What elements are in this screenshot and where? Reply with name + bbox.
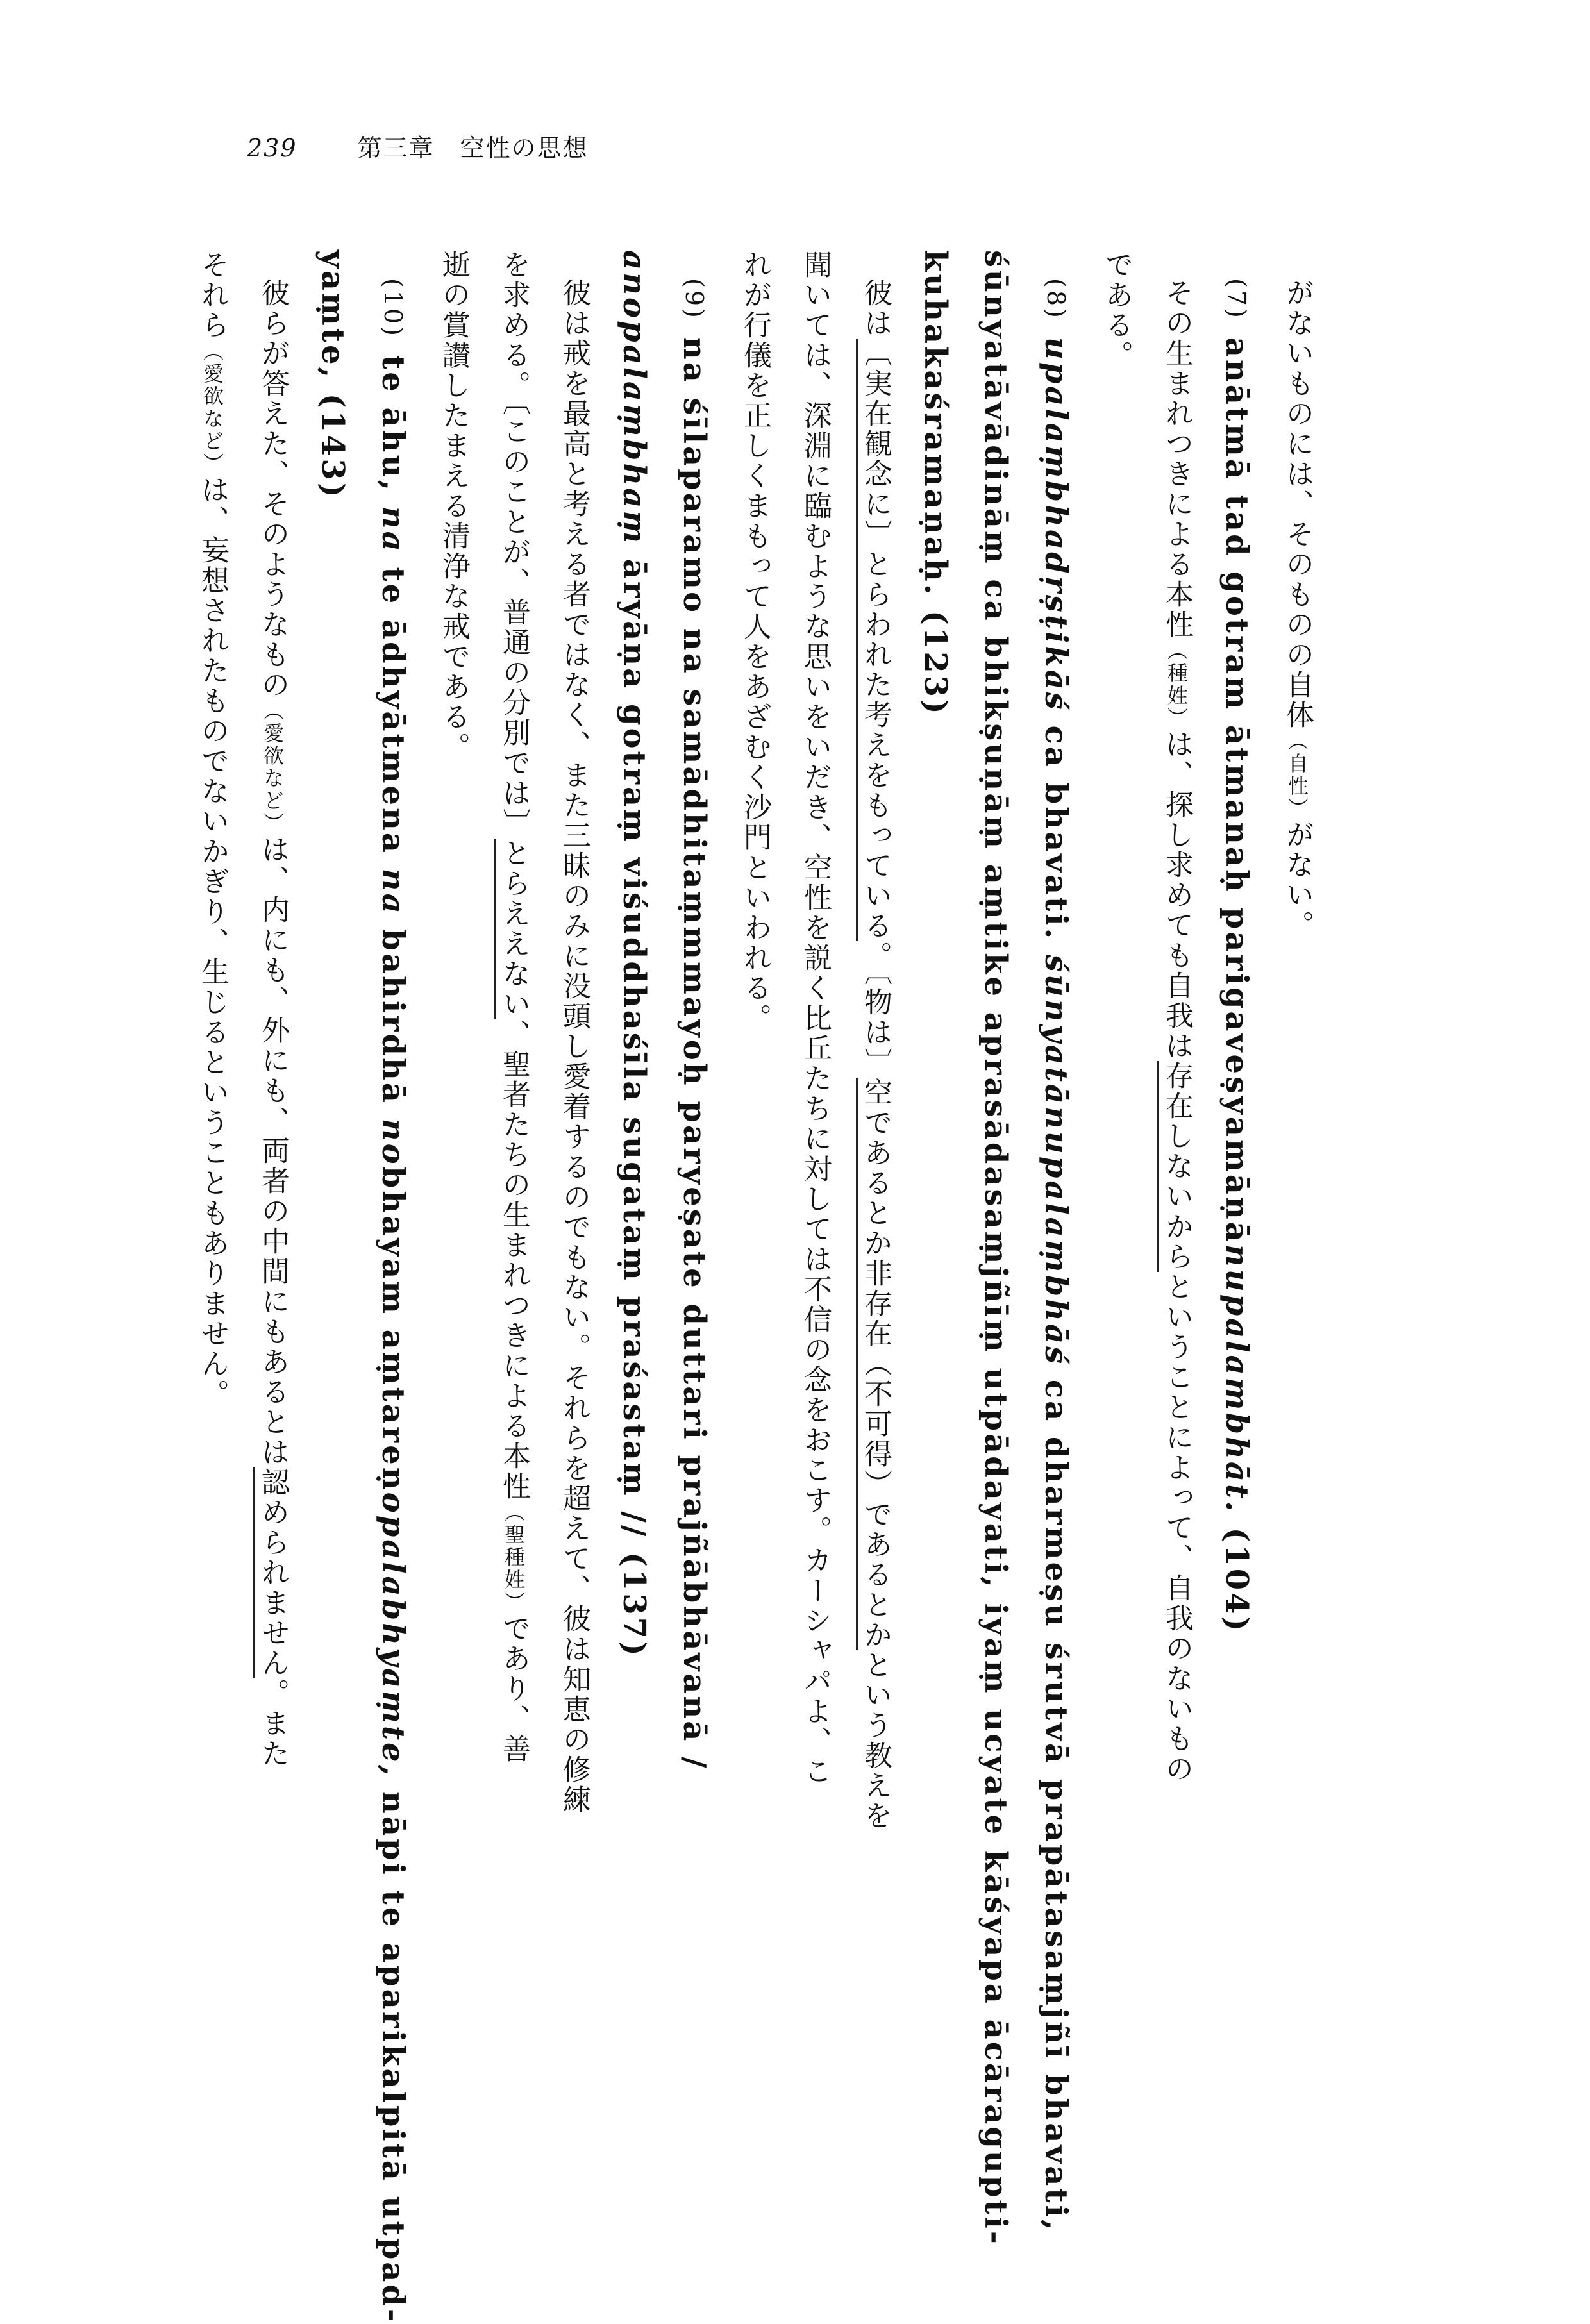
text-run: bhayam aṃtareṇ: [375, 1166, 411, 1492]
gloss: （聖種姓）: [501, 1501, 526, 1614]
text-run: upalaṃbhadṛṣṭikāś: [1038, 337, 1074, 712]
underlined-phrase: 存在しないから: [1157, 1061, 1193, 1272]
text-run: がない。: [1281, 820, 1314, 940]
text-run: opalabhyaṃte,: [375, 1492, 411, 1778]
underlined-phrase: 空であるとか非存在（不可得）であるとか: [856, 1078, 892, 1650]
sanskrit-line: [363, 250, 423, 2324]
text-run: は、探し求めても自我は: [1160, 730, 1193, 1061]
sanskrit-line: [664, 250, 724, 2032]
text-run: no: [375, 1118, 411, 1167]
note-marker: (10): [379, 278, 407, 339]
text-run: 逝の賞讃したまえる清浄な戒である。: [437, 250, 470, 762]
chapter-title: 第三章 空性の思想: [357, 134, 589, 162]
text-run: がないものには、そのものの自体: [1281, 278, 1314, 730]
text-run: それら: [196, 250, 229, 340]
sanskrit-line: [905, 250, 966, 2032]
text-run: 彼らが答えた、そのようなもの: [256, 278, 289, 700]
text-run: 。〔物は〕: [859, 941, 892, 1078]
sanskrit-line: [966, 250, 1026, 2246]
text-run: を求める。〔このことが、普通の分別では〕: [498, 250, 530, 839]
translation-line: [544, 250, 604, 2032]
translation-line: [1146, 250, 1207, 2032]
underlined-phrase: 認められません: [253, 1467, 289, 1678]
underlined-phrase: とらええない: [494, 839, 530, 1019]
note-marker: (8): [1042, 278, 1070, 321]
text-run: である。: [1100, 250, 1133, 371]
translation-line: [182, 250, 242, 2032]
translation-line: [724, 250, 785, 2032]
gloss: （愛欲など）: [200, 340, 224, 475]
text-run: na: [375, 506, 411, 554]
text-run: āryāṇa gotraṃ viśuddhaśīla sugataṃ praśastaṃ // (137): [616, 546, 652, 1659]
sanskrit-line: [1207, 250, 1267, 2032]
text-run: kuhakaśramaṇaḥ. (123): [917, 250, 953, 717]
text-run: は、妄想されたものでないかぎり、生じるということもありません。: [196, 475, 229, 1409]
translation-line: [1267, 250, 1327, 2032]
text-run: anopalaṃbhaṃ: [616, 250, 652, 546]
text-run: te ādhyātmena: [375, 553, 411, 869]
page-header: [247, 128, 589, 163]
translation-line: [242, 250, 303, 2032]
translation-line: [785, 250, 845, 2032]
gloss: （愛欲など）: [260, 700, 285, 835]
text-run: śūnyatāvādināṃ ca bhikṣuṇāṃ aṃtike aprasādasaṃjñīṃ utpādayati, iyaṃ ucyate kāśyapa ācāragupti-: [978, 250, 1014, 2246]
translation-line: [483, 250, 544, 2032]
sanskrit-line: [303, 250, 363, 2032]
translation-line: [1086, 250, 1146, 2032]
gloss: （自性）: [1285, 730, 1309, 820]
text-run: ca dharmeṣu śrutvā prapātasaṃjñī bhavati,: [1038, 1366, 1074, 2233]
translation-line: [845, 250, 905, 2032]
text-run: nupalambhāt.: [1219, 1244, 1255, 1514]
text-run: 、聖者たちの生まれつきによる本性: [498, 1019, 530, 1501]
note-marker: (7): [1223, 278, 1251, 321]
text-run: te āhu,: [375, 355, 411, 506]
text-run: na śīlaparamo na samādhitaṃmmayoḥ paryeṣate duttari prajñābhāvanā /: [676, 337, 712, 1771]
page-number: 239: [247, 134, 297, 162]
sanskrit-line: [604, 250, 664, 2032]
text-run: bahirdhā: [375, 915, 411, 1119]
text-run: ということによって、自我のないもの: [1160, 1272, 1193, 1784]
text-run: ca bhavati.: [1038, 712, 1074, 955]
text-run: 彼は: [859, 278, 892, 339]
underlined-phrase: 〔実在観念に〕とらわれた考えをもっている: [856, 339, 892, 941]
text-run: その生まれつきによる本性: [1160, 278, 1193, 640]
text-run: yaṃte, (143): [315, 250, 351, 500]
translation-line: [423, 250, 483, 2032]
text-run: という教えを: [859, 1650, 892, 1831]
text-run: anātmā tad gotram ātmanaḥ parigaveṣyamāṇā: [1219, 337, 1255, 1244]
text-run: は、内にも、外にも、両者の中間にもあるとは: [256, 835, 289, 1467]
text-run: śūnyatānupalaṃbhāś: [1038, 954, 1074, 1367]
text-run: れが行儀を正しくまもって人をあざむく沙門といわれる。: [739, 250, 771, 1033]
sanskrit-line: [1026, 250, 1086, 2233]
text-run: 彼は戒を最高と考える者ではなく、また三昧のみに没頭し愛着するのでもない。それらを超えて、彼は知恵の修練: [558, 278, 590, 1815]
body-text: [196, 250, 1327, 2324]
gloss: （種姓）: [1164, 640, 1189, 730]
text-run: 聞いては、深淵に臨むような思いをいだき、空性を説く比丘たちに対しては不信の念をおこす。カーシャパよ、こ: [799, 250, 832, 1787]
note-marker: (9): [680, 278, 708, 321]
text-run: であり、善: [498, 1614, 530, 1764]
text-run: (104): [1219, 1514, 1255, 1634]
text-run: nāpi te aparikalpitā utpad-: [375, 1778, 411, 2324]
text-run: 。また: [256, 1678, 289, 1769]
text-run: na: [375, 868, 411, 916]
